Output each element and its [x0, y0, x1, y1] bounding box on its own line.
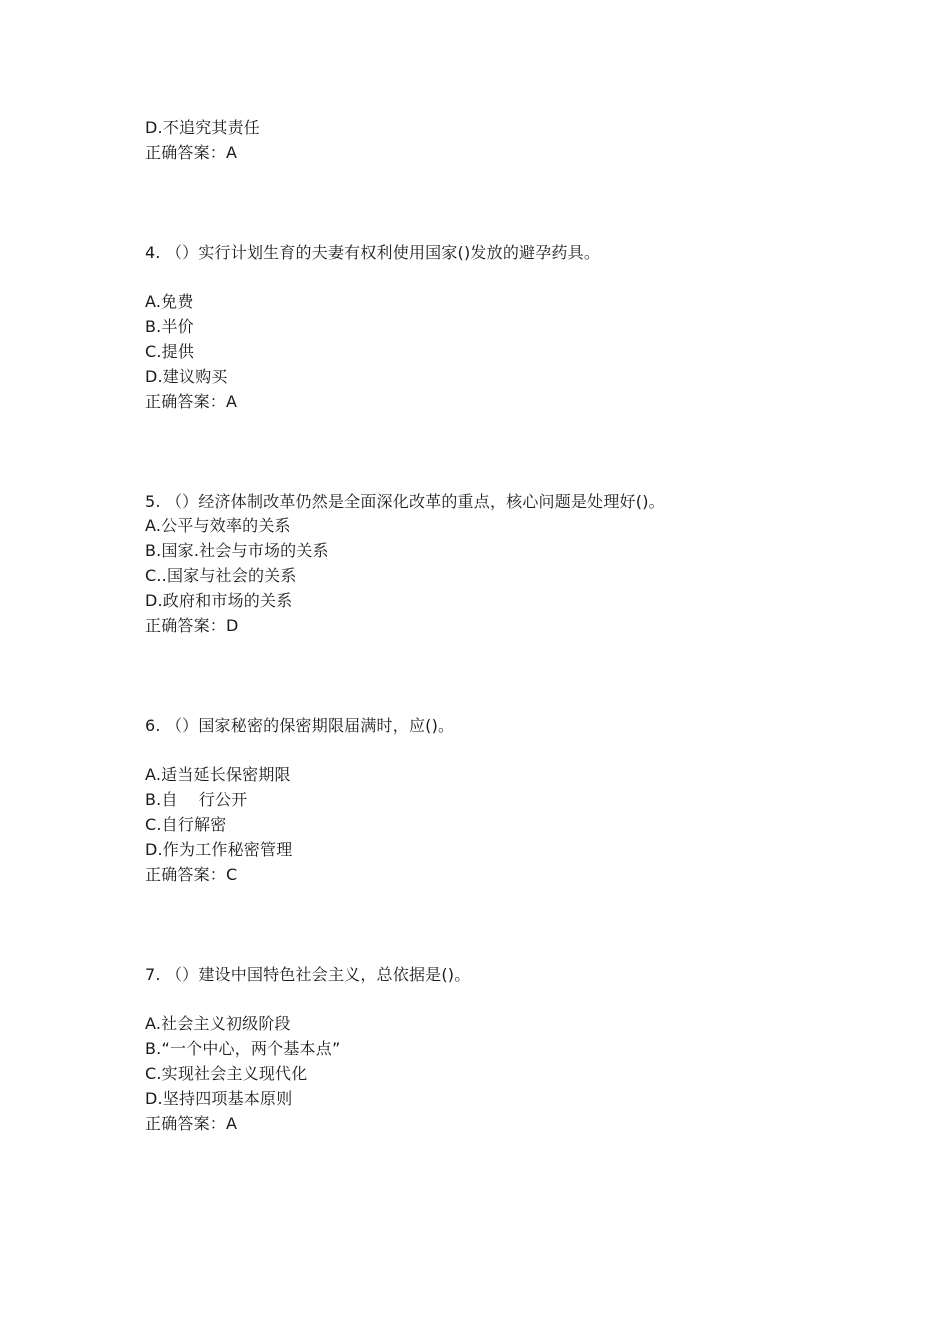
question-6-answer: 正确答案：C [145, 865, 238, 884]
question-5-answer: 正确答案：D [145, 616, 239, 635]
question-5-text: 5. （）经济体制改革仍然是全面深化改革的重点，核心问题是处理好()。 [145, 492, 665, 511]
question-5-option-d: D.政府和市场的关系 [145, 591, 293, 610]
question-7-option-b: B.“一个中心，两个基本点” [145, 1039, 341, 1058]
question-7-option-a: A.社会主义初级阶段 [145, 1014, 291, 1033]
question-4-text: 4. （）实行计划生育的夫妻有权利使用国家()发放的避孕药具。 [145, 243, 601, 262]
question-6-option-b: B.自 行公开 [145, 790, 248, 809]
question-5-option-b: B.国家.社会与市场的关系 [145, 541, 329, 560]
question-7-option-d: D.坚持四项基本原则 [145, 1089, 293, 1108]
question-6-option-c: C.自行解密 [145, 815, 227, 834]
question-7-text: 7. （）建设中国特色社会主义，总依据是()。 [145, 965, 471, 984]
question-4-answer: 正确答案：A [145, 392, 238, 411]
question-6-option-a: A.适当延长保密期限 [145, 765, 291, 784]
question-7-answer: 正确答案：A [145, 1114, 238, 1133]
correct-answer: 正确答案：A [145, 143, 238, 162]
option-d: D.不追究其责任 [145, 118, 261, 137]
question-4-option-b: B.半价 [145, 317, 194, 336]
question-7-option-c: C.实现社会主义现代化 [145, 1064, 308, 1083]
question-6-option-d: D.作为工作秘密管理 [145, 840, 293, 859]
question-4-option-c: C.提供 [145, 342, 195, 361]
question-6-text: 6. （）国家秘密的保密期限届满时，应()。 [145, 716, 455, 735]
question-5-option-c: C..国家与社会的关系 [145, 566, 297, 585]
question-5-option-a: A.公平与效率的关系 [145, 516, 291, 535]
question-4-option-a: A.免费 [145, 292, 194, 311]
question-4-option-d: D.建议购买 [145, 367, 228, 386]
